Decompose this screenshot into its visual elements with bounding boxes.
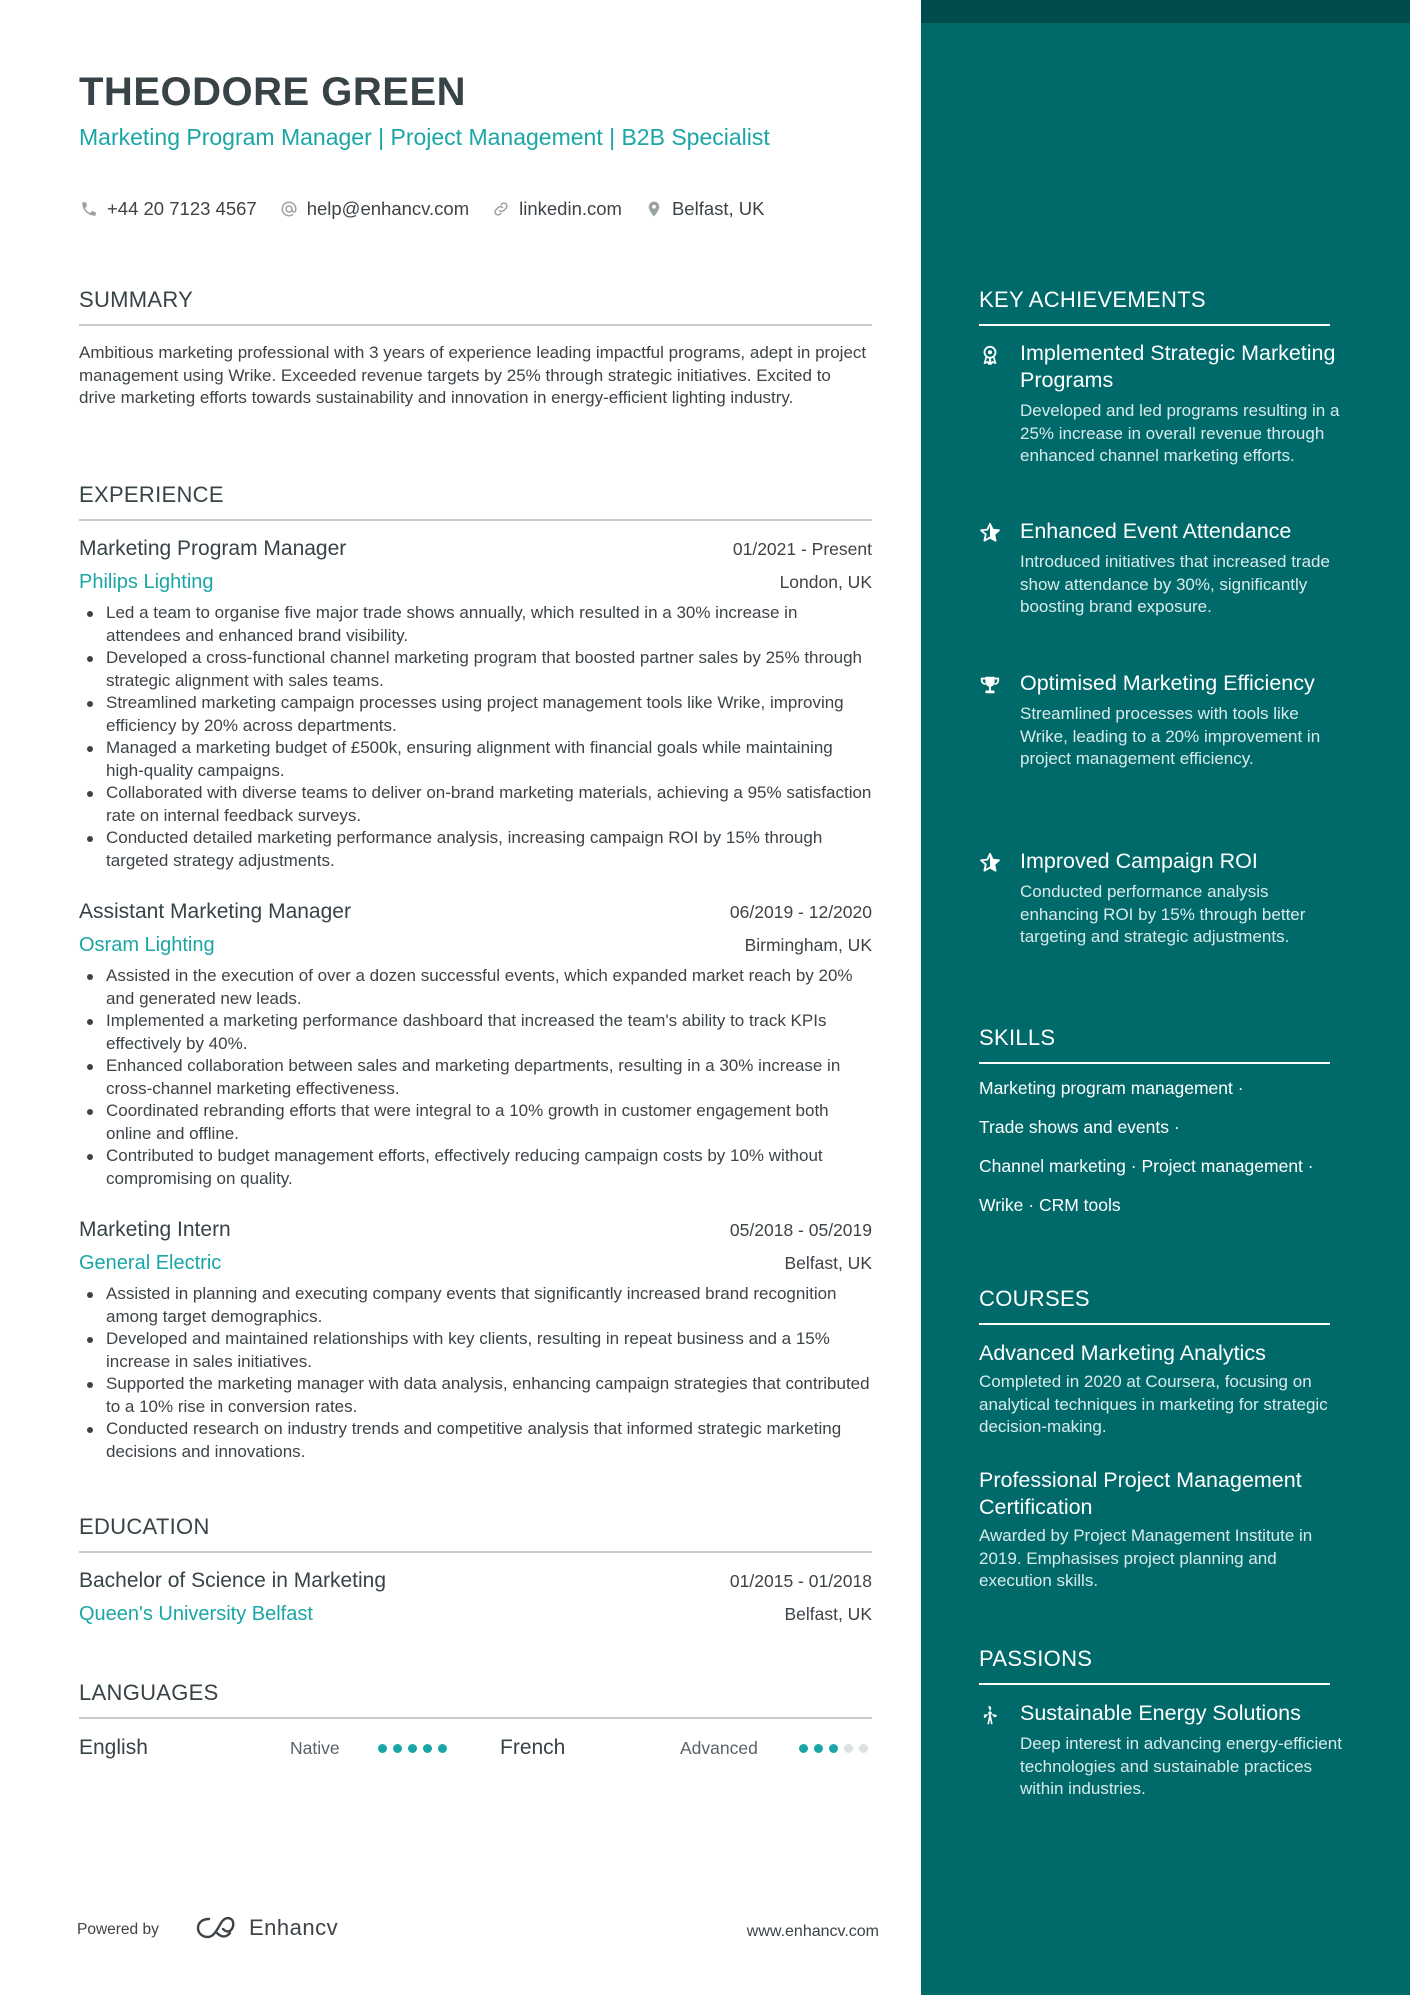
contact-linkedin[interactable] (491, 198, 622, 220)
proficiency-dot (393, 1744, 402, 1753)
proficiency-dot (859, 1744, 868, 1753)
language-item (79, 1733, 459, 1763)
course-title: Advanced Marketing Analytics (979, 1341, 1266, 1365)
map-pin-icon (644, 199, 664, 219)
location-text: Belfast, UK (671, 198, 765, 219)
skill-line: Wrike · CRM tools (979, 1195, 1121, 1215)
summary-heading: SUMMARY (79, 287, 872, 326)
job-bullet: Developed a cross-functional channel marketing program that boosted partner sales by 25% through strategic alignment with sales teams. (79, 647, 872, 692)
website-link[interactable]: www.enhancv.com (746, 1923, 879, 1940)
school-name[interactable]: Queen's University Belfast (79, 1603, 313, 1625)
proficiency-dot (378, 1744, 387, 1753)
job-bullet: Developed and maintained relationships with key clients, resulting in repeat business and a 15% increase in sales initiatives. (79, 1328, 872, 1373)
job-bullet: Contributed to budget management efforts, effectively reducing campaign costs by 10% without compromising on quality. (79, 1145, 872, 1190)
language-name: French (500, 1736, 566, 1759)
skill-line: Marketing program management · (979, 1078, 1244, 1098)
candidate-name: THEODORE GREEN (79, 70, 467, 114)
language-item (500, 1733, 872, 1763)
contact-phone[interactable] (79, 198, 257, 220)
education-heading: EDUCATION (79, 1514, 872, 1553)
course-desc: Completed in 2020 at Coursera, focusing on analytical techniques in marketing for strategic decision-making. (979, 1372, 1328, 1436)
footer (77, 1915, 879, 1945)
education-entry (79, 1569, 872, 1626)
school-location: Belfast, UK (784, 1604, 872, 1624)
proficiency-dot (829, 1744, 838, 1753)
achievement-desc: Streamlined processes with tools like Wrike, leading to a 20% improvement in project management efficiency. (1020, 704, 1321, 768)
contact-bar (79, 198, 787, 220)
job-bullets (79, 602, 872, 872)
language-level: Advanced (680, 1737, 758, 1758)
achievement-desc: Introduced initiatives that increased trade show attendance by 30%, significantly boosting brand exposure. (1020, 552, 1330, 616)
at-sign-icon (279, 199, 299, 219)
proficiency-dot (799, 1744, 808, 1753)
achievement-title: Implemented Strategic Marketing Programs (1020, 341, 1336, 392)
proficiency-dot (844, 1744, 853, 1753)
job-bullet: Enhanced collaboration between sales and marketing departments, resulting in a 30% increase in cross-channel marketing effectiveness. (79, 1055, 872, 1100)
education-date: 01/2015 - 01/2018 (729, 1571, 872, 1591)
course-desc: Awarded by Project Management Institute in 2019. Emphasises project planning and execution skills. (979, 1526, 1313, 1590)
enhancv-logo-icon (195, 1915, 241, 1941)
award-icon (979, 344, 1001, 366)
achievement-item (979, 518, 1349, 619)
job-date: 06/2019 - 12/2020 (729, 902, 872, 922)
language-dots (799, 1744, 874, 1753)
course-item (979, 1467, 1349, 1593)
job-title: Marketing Program Manager (79, 537, 347, 560)
job-bullets (79, 1283, 872, 1463)
job-date: 01/2021 - Present (732, 539, 872, 559)
achievements-heading: KEY ACHIEVEMENTS (979, 287, 1330, 326)
course-title: Professional Project Management Certification (979, 1468, 1302, 1519)
experience-heading: EXPERIENCE (79, 482, 872, 521)
skill-line: Trade shows and events · (979, 1117, 1180, 1137)
passion-item (979, 1700, 1349, 1801)
linkedin-text: linkedin.com (519, 198, 622, 219)
proficiency-dot (438, 1744, 447, 1753)
job-bullet: Assisted in the execution of over a dozen successful events, which expanded market reach by 20% and generated new leads. (79, 965, 872, 1010)
star-icon (979, 852, 1001, 874)
link-icon (491, 199, 511, 219)
job-title: Assistant Marketing Manager (79, 900, 351, 923)
job-location: Birmingham, UK (744, 935, 872, 955)
contact-location (644, 198, 765, 220)
summary-text: Ambitious marketing professional with 3 years of experience leading impactful programs, adept in project management using Wrike. Exceeded revenue targets by 25% through strategic initiatives. Excited to drive marketing efforts towards sustainability and innovation in energy-efficient lighting industry. (79, 343, 867, 407)
degree-title: Bachelor of Science in Marketing (79, 1569, 386, 1592)
job-bullet: Assisted in planning and executing company events that significantly increased brand recognition among target demographics. (79, 1283, 872, 1328)
job-bullet: Led a team to organise five major trade shows annually, which resulted in a 30% increase in attendees and enhanced brand visibility. (79, 602, 872, 647)
trophy-icon (979, 674, 1001, 696)
achievement-title: Enhanced Event Attendance (1020, 519, 1292, 543)
job-bullets (79, 965, 872, 1190)
wind-turbine-icon (979, 1704, 1001, 1726)
proficiency-dot (814, 1744, 823, 1753)
job-bullet: Conducted detailed marketing performance analysis, increasing campaign ROI by 15% through targeted strategy adjustments. (79, 827, 872, 872)
achievement-item (979, 670, 1349, 771)
phone-text: +44 20 7123 4567 (107, 198, 257, 219)
languages-heading: LANGUAGES (79, 1680, 872, 1719)
job-bullet: Coordinated rebranding efforts that were integral to a 10% growth in customer engagement both online and offline. (79, 1100, 872, 1145)
language-level: Native (290, 1737, 340, 1758)
courses-heading: COURSES (979, 1286, 1330, 1325)
enhancv-logo-text: Enhancv (249, 1915, 339, 1940)
skills-heading: SKILLS (979, 1025, 1330, 1064)
job-entry (79, 1218, 872, 1463)
proficiency-dot (423, 1744, 432, 1753)
sidebar-top-band (921, 0, 1410, 23)
job-company[interactable]: Osram Lighting (79, 934, 215, 956)
achievement-item (979, 340, 1349, 468)
achievement-desc: Conducted performance analysis enhancing ROI by 15% through better targeting and strategic adjustments. (1020, 882, 1306, 946)
passions-heading: PASSIONS (979, 1646, 1330, 1685)
proficiency-dot (408, 1744, 417, 1753)
job-bullet: Implemented a marketing performance dashboard that increased the team's ability to track KPIs effectively by 40%. (79, 1010, 872, 1055)
sidebar (921, 0, 1410, 1995)
passion-title: Sustainable Energy Solutions (1020, 1701, 1301, 1725)
course-item (979, 1340, 1349, 1439)
job-entry (79, 537, 872, 872)
job-bullet: Managed a marketing budget of £500k, ensuring alignment with financial goals while maintaining high-quality campaigns. (79, 737, 872, 782)
candidate-headline: Marketing Program Manager | Project Management | B2B Specialist (79, 124, 770, 150)
achievement-desc: Developed and led programs resulting in a 25% increase in overall revenue through enhanced channel marketing efforts. (1020, 401, 1340, 465)
email-text: help@enhancv.com (306, 198, 470, 219)
language-name: English (79, 1736, 148, 1759)
achievement-item (979, 848, 1349, 949)
languages-list (79, 1733, 872, 1763)
job-company[interactable]: Philips Lighting (79, 571, 214, 593)
job-title: Marketing Intern (79, 1218, 231, 1241)
achievement-title: Improved Campaign ROI (1020, 849, 1258, 873)
job-bullet: Conducted research on industry trends and competitive analysis that informed strategic marketing decisions and innovations. (79, 1418, 872, 1463)
enhancv-logo[interactable] (195, 1915, 338, 1941)
contact-email[interactable] (279, 198, 469, 220)
job-company[interactable]: General Electric (79, 1252, 222, 1274)
job-location: Belfast, UK (784, 1253, 872, 1273)
powered-by-label: Powered by (77, 1921, 159, 1938)
job-date: 05/2018 - 05/2019 (729, 1220, 872, 1240)
job-bullet: Collaborated with diverse teams to deliver on-brand marketing materials, achieving a 95% satisfaction rate on internal feedback surveys. (79, 782, 872, 827)
job-bullet: Supported the marketing manager with data analysis, enhancing campaign strategies that contributed to a 10% rise in conversion rates. (79, 1373, 872, 1418)
job-entry (79, 900, 872, 1190)
passion-desc: Deep interest in advancing energy-efficient technologies and sustainable practices within industries. (1020, 1734, 1342, 1798)
skills-list (979, 1078, 1359, 1234)
skill-line: Channel marketing · Project management · (979, 1156, 1314, 1176)
phone-icon (79, 199, 99, 219)
achievement-title: Optimised Marketing Efficiency (1020, 671, 1315, 695)
job-location: London, UK (779, 572, 872, 592)
language-dots (378, 1744, 453, 1753)
star-icon (979, 522, 1001, 544)
job-bullet: Streamlined marketing campaign processes using project management tools like Wrike, improving efficiency by 20% across departments. (79, 692, 872, 737)
